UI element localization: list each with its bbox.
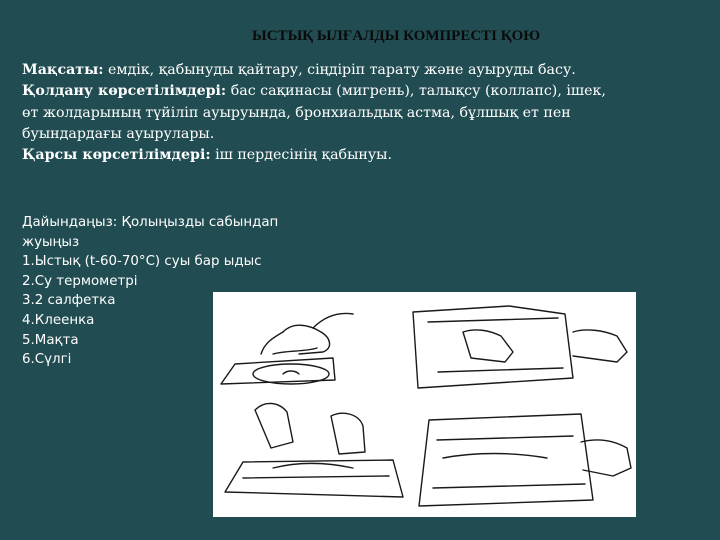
main-text-block [22,60,622,166]
procedure-drawing-svg [213,292,636,517]
list-item: 1.Ыстық (t-60-70°С) суы бар ыдыс [22,254,262,270]
purpose-text: емдік, қабынуды қайтару, сіңдіріп тарату және ауыруды басу. [103,62,576,78]
list-item: 2.Су термометрі [22,273,138,289]
indications-label: Қолдану көрсетілімдері: [22,83,227,100]
slide-title: ЫСТЫҚ ЫЛҒАЛДЫ КОМПРЕСТІ ҚОЮ [252,28,541,44]
preparation-heading-cont: жуыңыз [22,234,80,250]
contraindications-text: іш пердесінің қабынуы. [210,147,392,164]
panel-cloth-on-leg [413,306,627,388]
compress-procedure-illustration [213,292,636,517]
list-item: 5.Мақта [22,332,79,348]
purpose-label: Мақсаты: [22,62,104,78]
contraindications-label: Қарсы көрсетілімдері: [22,147,211,164]
list-item: 3.2 салфетка [22,293,116,309]
indications-text: бас сақинасы (мигрень), талықсу (коллапс), ішек, өт жолдарының түйіліп ауыруында, бронхиальдық астма, бұлшық ет пен буындардағы ауырулары. [22,83,606,142]
panel-wringing-cloth [221,314,353,384]
panel-placing-compress [225,403,403,497]
list-item: 6.Сүлгі [22,352,72,368]
panel-wrapped-leg [419,414,631,506]
list-item: 4.Клеенка [22,312,95,328]
preparation-heading: Дайындаңыз: Қолыңызды сабындап [22,215,279,230]
